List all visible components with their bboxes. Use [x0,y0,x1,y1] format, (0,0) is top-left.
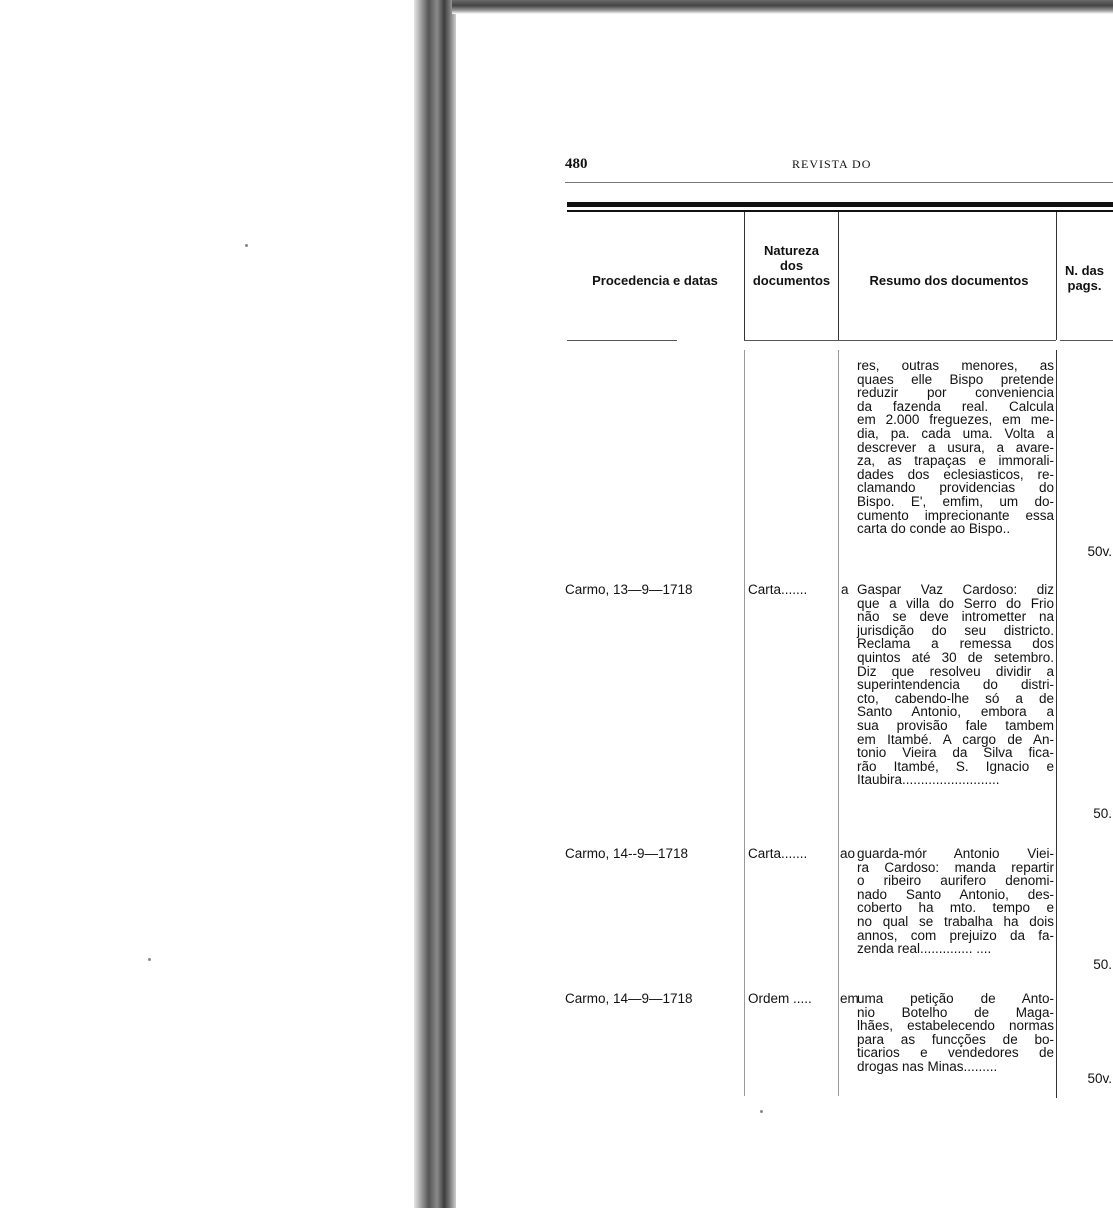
header-natureza-line: dos [779,258,804,273]
row-natureza: Carta....... [748,846,808,861]
resumo-line: rão Itambé, S. Ignacio e [857,758,1054,774]
page-top-edge [452,0,1113,14]
row-pags: 50v. [1087,1071,1112,1086]
column-rule [744,350,745,1096]
resumo-line: annos, com prejuizo da fa- [857,927,1054,943]
resumo-line: o ribeiro aurifero denomi- [857,873,1054,889]
header-natureza-line: Natureza [764,243,819,258]
resumo-line: Santo Antonio, embora a [857,704,1054,720]
resumo-line: ticarios e vendedores de [857,1045,1054,1061]
row-procedencia: Carmo, 13—9—1718 [565,582,693,597]
row-natureza: Ordem ..... [748,991,812,1006]
row-prefix: a [841,582,849,597]
row-resumo [857,992,1054,1074]
header-rule [565,182,1113,183]
resumo-line: em 2.000 freguezes, em me- [857,412,1054,428]
resumo-line: não se deve intrometter na [857,609,1054,625]
resumo-line: Diz que resolveu dividir a [857,663,1054,679]
resumo-line: quintos até 30 de setembro. [857,649,1054,665]
table-top-rule [567,202,1113,207]
resumo-line: Gaspar Vaz Cardoso: diz [857,582,1054,597]
row-pags: 50v. [1087,544,1112,559]
header-pags [1056,263,1113,293]
resumo-line: uma petição de Anto- [857,991,1054,1006]
row-natureza: Carta....... [748,582,808,597]
resumo-line: zenda real.............. .... [857,941,992,957]
column-rule [1056,350,1057,1098]
resumo-line: quaes elle Bispo pretende [857,371,1054,387]
resumo-line: cto, cabendo-lhe só a de [857,690,1054,706]
resumo-line: jurisdição do seu districto. [857,622,1054,638]
row-pags: 50. [1093,957,1112,972]
resumo-line: cumento imprecionante essa [857,507,1054,523]
header-natureza [745,243,838,288]
row-procedencia: Carmo, 14-‑9—1718 [565,846,689,861]
resumo-line: superintendencia do distri- [857,677,1054,693]
resumo-line: dia, pa. cada uma. Volta a [857,425,1054,441]
resumo-line: res, outras menores, as [857,358,1054,373]
row-pags: 50. [1093,806,1112,821]
resumo-line: em Itambé. A cargo de An- [857,731,1054,747]
speck [148,958,151,961]
row-prefix: ao [840,846,856,861]
resumo-line: guarda-mór Antonio Viei- [857,846,1054,861]
row-procedencia: Carmo, 14—9—1718 [565,991,693,1006]
header-bottom-rule [744,340,838,341]
resumo-line: dades dos eclesiasticos, re- [857,466,1054,482]
header-pags-line: pags. [1067,278,1102,293]
resumo-line: za, as trapaças e immorali- [857,453,1054,469]
column-rule [838,350,839,1096]
resumo-line: ra Cardoso: manda repartir [857,859,1054,875]
header-bottom-rule [1060,340,1113,341]
column-rule [838,212,839,340]
resumo-line: tonio Vieira da Silva fica- [857,745,1054,761]
header-bottom-rule [567,340,677,341]
resumo-line: no qual se trabalha ha dois [857,913,1054,929]
resumo-line: lhães, estabelecendo normas [857,1018,1054,1034]
row-resumo [857,847,1054,956]
resumo-line: que a villa do Serro do Frio [857,595,1054,611]
resumo-line: clamando providencias do [857,480,1054,496]
resumo-line: drogas nas Minas......... [857,1058,998,1074]
header-resumo: Resumo dos documentos [869,273,1029,288]
resumo-line: sua provisão fale tambem [857,717,1054,733]
row-resumo [857,583,1054,787]
speck [760,1110,763,1113]
row-prefix: em [840,991,859,1006]
resumo-line: descrever a usura, a avare- [857,439,1054,455]
resumo-line: Itaubira.......................... [857,772,1000,788]
table-top-rule-thin [567,210,1113,212]
header-procedencia: Procedencia e datas [592,273,718,288]
book-spine [414,0,456,1208]
resumo-line: Reclama a remessa dos [857,636,1054,652]
page-number: 480 [565,156,588,172]
resumo-line: nado Santo Antonio, des- [857,886,1054,902]
resumo-line: nio Botelho de Maga- [857,1004,1054,1020]
resumo-line: reduzir por conveniencia [857,385,1054,401]
resumo-line: da fazenda real. Calcula [857,398,1054,414]
resumo-line: carta do conde ao Bispo.. [857,521,1011,537]
resumo-line: coberto ha mto. tempo e [857,900,1054,916]
speck [245,244,248,247]
row-resumo [857,359,1054,536]
header-bottom-rule [838,340,1056,341]
resumo-line: para as funcções de bo- [857,1031,1054,1047]
header-natureza-line: documentos [752,273,831,288]
header-pags-line: N. das [1064,263,1104,278]
resumo-line: Bispo. E', emfim, um do- [857,493,1054,509]
running-title: REVISTA DO [792,157,872,171]
